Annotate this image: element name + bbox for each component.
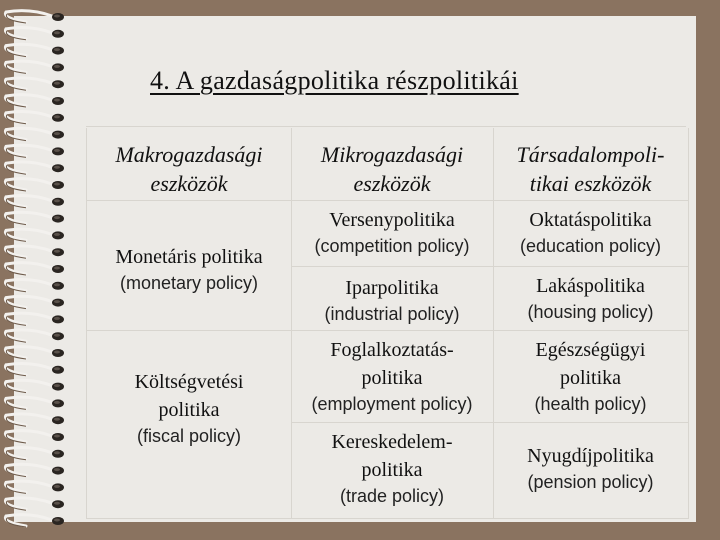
cell-housing: Lakáspolitika (housing policy) <box>527 275 654 322</box>
spiral-ring-icon <box>5 128 64 140</box>
cell-pension: Nyugdíjpolitika (pension policy) <box>527 445 654 492</box>
spiral-binding-icon <box>0 0 86 540</box>
spiral-ring-icon <box>5 464 64 476</box>
cell-employment: Foglalkoztatás- politika (employment policy) <box>311 339 473 414</box>
spiral-ring-icon <box>5 11 64 23</box>
spiral-ring-icon <box>5 279 64 291</box>
spiral-ring-icon <box>5 296 64 308</box>
spiral-ring-icon <box>5 111 64 123</box>
spiral-ring-icon <box>5 212 64 224</box>
spiral-ring-icon <box>5 397 64 409</box>
spiral-ring-icon <box>5 95 64 107</box>
cell-competition: Versenypolitika (competition policy) <box>314 209 470 256</box>
cell-education: Oktatáspolitika (education policy) <box>519 209 662 256</box>
policy-table <box>86 128 689 519</box>
spiral-ring-icon <box>5 313 64 325</box>
spiral-ring-icon <box>5 363 64 375</box>
row-divider <box>291 266 688 267</box>
spiral-ring-icon <box>5 263 64 275</box>
spiral-ring-icon <box>5 229 64 241</box>
header-micro: Mikrogazdasági eszközök <box>320 142 464 196</box>
spiral-ring-icon <box>5 347 64 359</box>
cell-monetary: Monetáris politika (monetary policy) <box>115 246 263 293</box>
header-macro: Makrogazdasági eszközök <box>115 142 263 196</box>
row-divider <box>87 330 688 331</box>
spiral-ring-icon <box>5 162 64 174</box>
spiral-ring-icon <box>5 145 64 157</box>
spiral-ring-icon <box>5 330 64 342</box>
row-divider <box>291 422 688 423</box>
slide-title: 4. A gazdaságpolitika részpolitikái <box>150 66 519 95</box>
spiral-ring-icon <box>5 44 64 56</box>
spiral-ring-icon <box>5 515 64 527</box>
cell-health: Egészségügyi politika (health policy) <box>534 339 647 414</box>
spiral-ring-icon <box>5 27 64 39</box>
header-divider <box>87 200 688 201</box>
spiral-ring-icon <box>5 481 64 493</box>
spiral-ring-icon <box>5 61 64 73</box>
spiral-ring-icon <box>5 414 64 426</box>
cell-fiscal: Költségvetési politika (fiscal policy) <box>134 371 244 446</box>
cell-trade: Kereskedelem- politika (trade policy) <box>331 431 453 506</box>
spiral-ring-icon <box>5 78 64 90</box>
spiral-ring-icon <box>5 498 64 510</box>
spiral-ring-icon <box>5 447 64 459</box>
spiral-ring-icon <box>5 179 64 191</box>
header-social: Társadalompoli- tikai eszközök <box>516 142 665 196</box>
spiral-ring-icon <box>5 380 64 392</box>
table-top-rule <box>86 126 686 127</box>
spiral-ring-icon <box>5 431 64 443</box>
cell-industrial: Iparpolitika (industrial policy) <box>324 277 460 324</box>
spiral-ring-icon <box>5 246 64 258</box>
spiral-ring-icon <box>5 195 64 207</box>
